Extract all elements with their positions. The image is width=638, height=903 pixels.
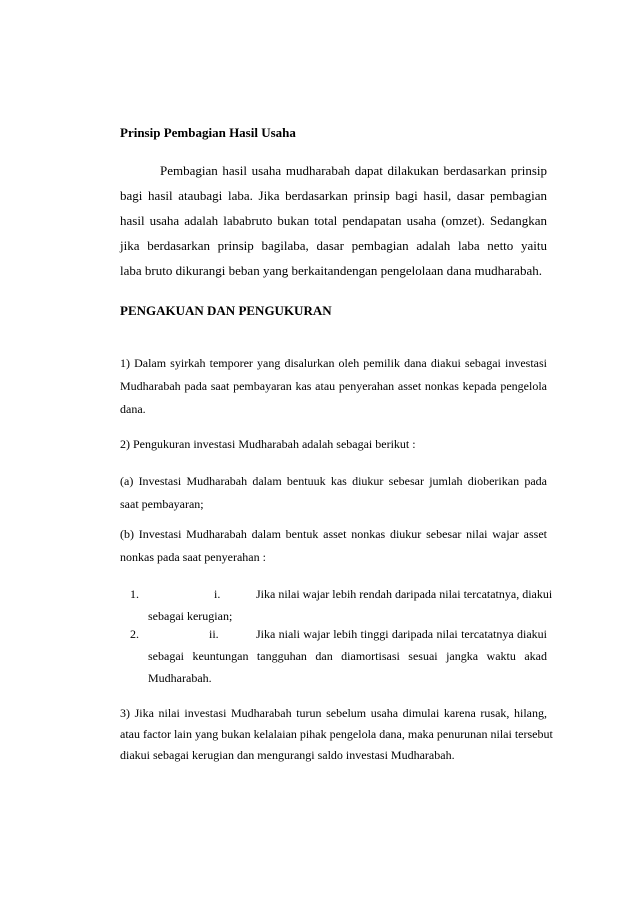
sub-item-number: 2. <box>130 627 139 641</box>
paragraph-line: bagi hasil ataubagi laba. Jika berdasarkan prinsip bagi hasil, dasar pembagian <box>120 188 547 203</box>
list-item-line: saat pembayaran; <box>120 497 204 511</box>
paragraph-line: jika berdasarkan prinsip bagilaba, dasar pembagian adalah laba netto yaitu <box>120 238 547 253</box>
list-item-a <box>120 474 547 514</box>
sub-item-line: sebagai kerugian; <box>148 609 233 623</box>
paragraph-line: hasil usaha adalah lababruto bukan total pendapatan usaha (omzet). Sedangkan <box>120 213 547 228</box>
paragraph-prinsip <box>120 163 547 278</box>
sub-item-line: Jika nilai wajar lebih rendah daripada nilai tercatatnya, diakui <box>256 587 553 601</box>
list-item-line: 1) Dalam syirkah temporer yang disalurkan oleh pemilik dana diakui sebagai investasi <box>120 356 547 370</box>
section-title-pengakuan: PENGAKUAN DAN PENGUKURAN <box>120 303 332 318</box>
list-item-1 <box>120 356 547 416</box>
sub-item-number: 1. <box>130 587 139 601</box>
sub-item-roman: i. <box>214 587 221 601</box>
list-item-line: diakui sebagai kerugian dan mengurangi saldo investasi Mudharabah. <box>120 748 455 762</box>
list-item-3 <box>120 706 553 766</box>
list-item-line: 3) Jika nilai investasi Mudharabah turun sebelum usaha dimulai karena rusak, hilang, <box>120 706 547 720</box>
sub-item-line: Mudharabah. <box>148 671 212 685</box>
sub-list-item-1 <box>120 587 553 627</box>
sub-item-line: sebagai keuntungan tangguhan dan diamortisasi sesuai jangka waktu akad <box>148 649 547 663</box>
sub-list-item-2 <box>120 627 547 687</box>
paragraph-line: Pembagian hasil usaha mudharabah dapat dilakukan berdasarkan prinsip <box>160 163 547 178</box>
section-title-prinsip: Prinsip Pembagian Hasil Usaha <box>120 125 296 140</box>
list-item-line: (b) Investasi Mudharabah dalam bentuk asset nonkas diukur sebesar nilai wajar asset <box>120 527 547 541</box>
paragraph-line: laba bruto dikurangi beban yang berkaitandengan pengelolaan dana mudharabah. <box>120 263 542 278</box>
list-item-2: 2) Pengukuran investasi Mudharabah adalah sebagai berikut : <box>120 437 416 451</box>
list-item-line: dana. <box>120 402 146 416</box>
list-item-line: nonkas pada saat penyerahan : <box>120 550 266 564</box>
list-item-b <box>120 527 547 567</box>
list-item-line: atau factor lain yang bukan kelalaian pihak pengelola dana, maka penurunan nilai tersebut <box>120 727 553 741</box>
sub-item-roman: ii. <box>209 627 219 641</box>
list-item-line: Mudharabah pada saat pembayaran kas atau penyerahan asset nonkas kepada pengelola <box>120 379 547 393</box>
list-item-line: (a) Investasi Mudharabah dalam bentuuk kas diukur sebesar jumlah dioberikan pada <box>120 474 547 488</box>
sub-item-line: Jika niali wajar lebih tinggi daripada nilai tercatatnya diakui <box>256 627 547 641</box>
